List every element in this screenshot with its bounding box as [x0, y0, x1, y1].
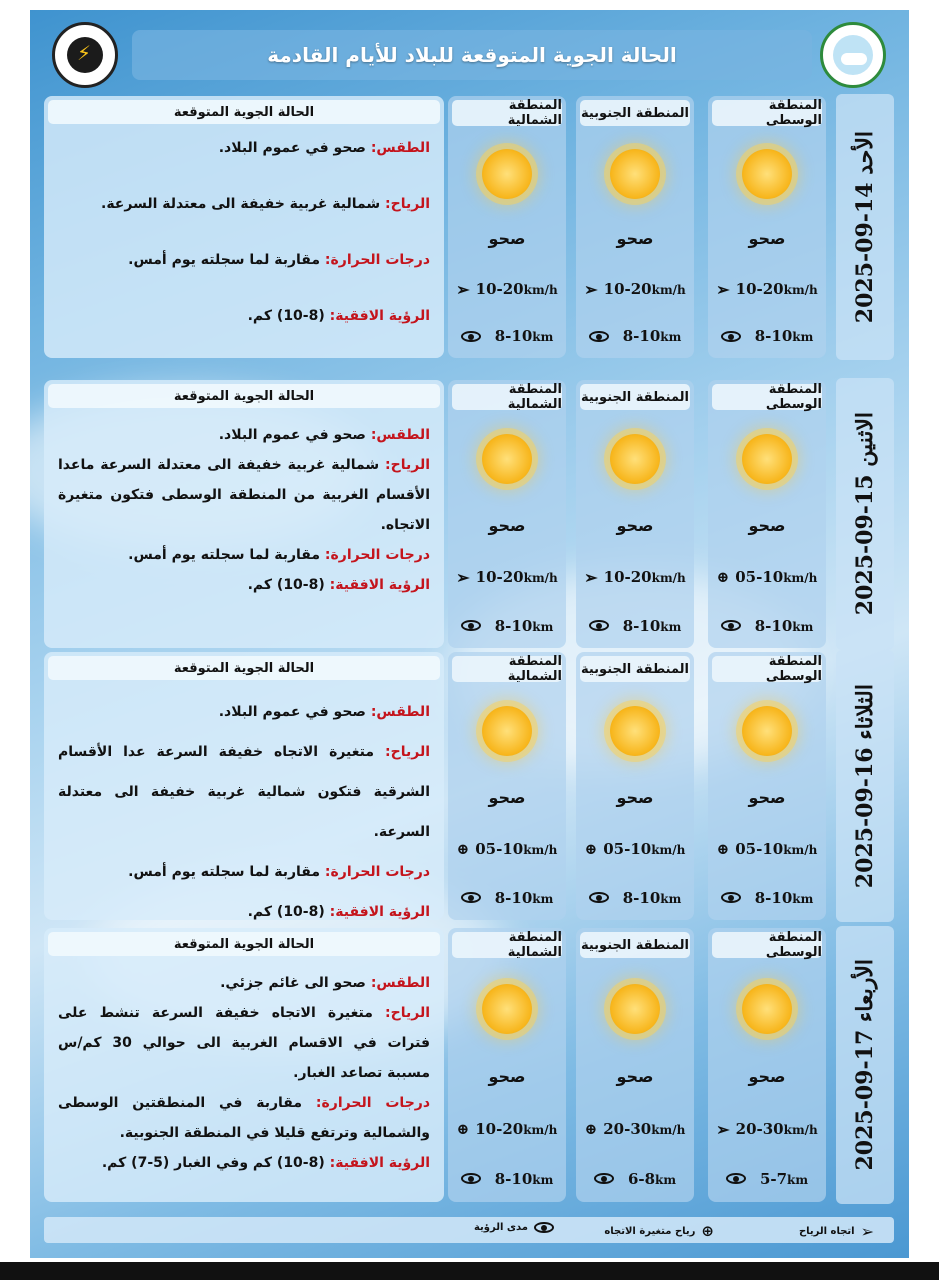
- sun-icon: [610, 706, 660, 756]
- description-body: [58, 136, 430, 360]
- wind-unit: km/h: [651, 842, 686, 857]
- direction-arrow-icon: ➢: [716, 1119, 730, 1139]
- variable-wind-icon: ⊕: [716, 839, 730, 858]
- description-body: [58, 692, 430, 932]
- desc-temp: [58, 540, 430, 570]
- visibility-value: 8-10: [754, 327, 793, 346]
- desc-vis-label: الرؤية الافقية:: [329, 1155, 430, 1171]
- visibility: [708, 889, 826, 907]
- forecast-row: [30, 926, 909, 1204]
- desc-weather-label: الطقس:: [370, 975, 430, 991]
- desc-wind-text: متغيرة الاتجاه خفيفة السرعة عدا الأقسام الشرقية فتكون شمالية غربية خفيفة الى معتدلة السرعة.: [58, 744, 430, 840]
- day-date: الأربعاء 17-09-2025: [852, 959, 878, 1171]
- desc-temp-label: درجات الحرارة:: [324, 547, 430, 563]
- visibility: [448, 617, 566, 635]
- visibility: [708, 617, 826, 635]
- day-date: الأحد 14-09-2025: [852, 130, 878, 324]
- region-card: [448, 652, 566, 920]
- desc-wind: [58, 998, 430, 1088]
- visibility-value: 8-10: [622, 888, 661, 907]
- wind-unit: km/h: [783, 570, 818, 585]
- condition-text: صحو: [616, 1067, 654, 1086]
- visibility-value: 5-7: [759, 1169, 788, 1188]
- desc-temp-text: مقاربة لما سجلته يوم أمس.: [128, 547, 321, 563]
- sun-icon: [482, 706, 532, 756]
- description-body: [58, 420, 430, 600]
- visibility-unit: km: [532, 330, 554, 345]
- eye-icon: [589, 620, 609, 631]
- sun-icon: [742, 149, 792, 199]
- condition-text: صحو: [616, 229, 654, 248]
- visibility-value: 8-10: [754, 888, 793, 907]
- variable-wind-icon: ⊕: [456, 839, 470, 858]
- desc-vis: [58, 1148, 430, 1178]
- region-card: [708, 96, 826, 358]
- condition-text: صحو: [616, 788, 654, 807]
- description-panel: [44, 652, 444, 920]
- desc-wind-label: الرياح:: [385, 457, 431, 473]
- region-card: [448, 96, 566, 358]
- date-panel: [836, 378, 894, 650]
- desc-vis-label: الرؤية الافقية:: [329, 577, 430, 593]
- region-name: المنطقة الوسطى: [712, 384, 822, 410]
- legend: [44, 1217, 894, 1243]
- sun-icon: [482, 149, 532, 199]
- condition-text: صحو: [748, 516, 786, 535]
- wind-speed: [576, 568, 694, 587]
- direction-arrow-icon: ➢: [584, 567, 598, 587]
- wind-speed: [448, 280, 566, 299]
- desc-weather-text: صحو في عموم البلاد.: [218, 140, 366, 156]
- desc-temp: [58, 1088, 430, 1148]
- desc-wind-text: متغيرة الاتجاه خفيفة السرعة تنشط على فترات في الاقسام الغربية الى حوالي 30 كم/س مسببة تصاعد الغبار.: [58, 1005, 430, 1081]
- description-title: الحالة الجوية المتوقعة: [48, 100, 440, 124]
- wind-value: 10-20: [735, 280, 784, 299]
- visibility-value: 8-10: [494, 616, 533, 635]
- day-date: الثلاثاء 16-09-2025: [852, 683, 878, 889]
- visibility-unit: km: [792, 891, 814, 906]
- visibility-unit: km: [660, 891, 682, 906]
- visibility-unit: km: [787, 1172, 809, 1187]
- region-name: المنطقة الوسطى: [712, 100, 822, 126]
- description-title: الحالة الجوية المتوقعة: [48, 384, 440, 408]
- region-name: المنطقة الجنوبية: [580, 100, 690, 126]
- description-title: الحالة الجوية المتوقعة: [48, 932, 440, 956]
- date-panel: [836, 94, 894, 360]
- wind-unit: km/h: [651, 571, 686, 586]
- description-body: [58, 968, 430, 1178]
- region-card: [708, 928, 826, 1202]
- visibility-value: 8-10: [754, 616, 793, 635]
- visibility-value: 8-10: [622, 616, 661, 635]
- sun-icon: [610, 984, 660, 1034]
- desc-weather: [58, 968, 430, 998]
- desc-vis-text: (8-10) كم وفي الغبار (5-7) كم.: [101, 1155, 325, 1171]
- condition-text: صحو: [488, 788, 526, 807]
- wind-value: 10-20: [475, 568, 524, 587]
- desc-vis: [58, 304, 430, 328]
- legend-visibility: [474, 1222, 554, 1233]
- visibility-unit: km: [655, 1172, 677, 1187]
- forecast-row: [30, 650, 909, 922]
- sun-icon: [742, 706, 792, 756]
- forecast-row: [30, 94, 909, 360]
- condition-text: صحو: [748, 788, 786, 807]
- desc-temp-text: مقاربة لما سجلته يوم أمس.: [128, 252, 321, 268]
- legend-visibility-label: مدى الرؤية: [473, 1222, 528, 1233]
- condition-text: صحو: [748, 1067, 786, 1086]
- visibility-unit: km: [792, 619, 814, 634]
- desc-weather: [58, 136, 430, 160]
- condition-text: صحو: [748, 229, 786, 248]
- visibility: [448, 1170, 566, 1188]
- visibility: [448, 327, 566, 345]
- wind-speed: [708, 280, 826, 299]
- wind-speed: [448, 568, 566, 587]
- desc-weather-text: صحو الى غائم جزئي.: [220, 975, 366, 991]
- wind-unit: km/h: [523, 283, 558, 298]
- variable-wind-icon: ⊕: [584, 1119, 598, 1138]
- visibility: [708, 327, 826, 345]
- desc-wind-text: شمالية غربية خفيفة الى معتدلة السرعة ماعدا الأقسام الغربية من المنطقة الوسطى فتكون متغيرة الاتجاه.: [58, 457, 430, 533]
- wind-value: 05-10: [735, 567, 784, 586]
- direction-arrow-icon: ➢: [860, 1222, 874, 1241]
- wind-value: 05-10: [603, 839, 652, 858]
- meteorology-logo: [820, 22, 886, 88]
- date-panel: [836, 926, 894, 1204]
- condition-text: صحو: [616, 516, 654, 535]
- visibility: [708, 1170, 826, 1188]
- wind-unit: km/h: [523, 571, 558, 586]
- wind-unit: km/h: [651, 283, 686, 298]
- desc-weather-text: صحو في عموم البلاد.: [218, 427, 366, 443]
- desc-vis-label: الرؤية الافقية:: [329, 308, 430, 324]
- eye-icon: [721, 331, 741, 342]
- desc-temp-label: درجات الحرارة:: [324, 252, 430, 268]
- visibility-unit: km: [532, 1172, 554, 1187]
- desc-wind-label: الرياح:: [385, 744, 430, 760]
- wind-value: 10-20: [603, 568, 652, 587]
- desc-weather: [58, 692, 430, 732]
- desc-wind-label: الرياح:: [385, 1005, 430, 1021]
- wind-speed: [708, 568, 826, 586]
- desc-temp-text: مقاربة لما سجلته يوم أمس.: [128, 864, 321, 880]
- visibility: [576, 1170, 694, 1188]
- region-card: [576, 652, 694, 920]
- forecast-poster: [30, 10, 909, 1258]
- desc-weather-text: صحو في عموم البلاد.: [218, 704, 366, 720]
- region-card: [576, 380, 694, 648]
- visibility-unit: km: [532, 619, 554, 634]
- wind-unit: km/h: [651, 1122, 686, 1137]
- condition-text: صحو: [488, 516, 526, 535]
- eye-icon: [726, 1173, 746, 1184]
- desc-weather-label: الطقس:: [370, 140, 430, 156]
- wind-speed: [708, 840, 826, 858]
- region-card: [448, 928, 566, 1202]
- visibility-value: 6-8: [627, 1169, 656, 1188]
- wind-value: 10-20: [475, 280, 524, 299]
- eye-icon: [534, 1222, 554, 1233]
- region-card: [708, 380, 826, 648]
- date-panel: [836, 650, 894, 922]
- direction-arrow-icon: ➢: [584, 279, 598, 299]
- legend-direction: [799, 1222, 874, 1241]
- region-name: المنطقة الجنوبية: [580, 384, 690, 410]
- visibility: [576, 889, 694, 907]
- desc-weather-label: الطقس:: [370, 427, 430, 443]
- variable-wind-icon: ⊕: [716, 567, 730, 586]
- sun-icon: [610, 434, 660, 484]
- visibility: [576, 327, 694, 345]
- visibility: [576, 617, 694, 635]
- region-card: [708, 652, 826, 920]
- day-date: الاثنين 15-09-2025: [852, 412, 878, 616]
- wind-value: 10-20: [475, 1119, 524, 1138]
- wind-speed: [576, 840, 694, 858]
- desc-vis-text: (8-10) كم.: [247, 577, 325, 593]
- direction-arrow-icon: ➢: [456, 279, 470, 299]
- eye-icon: [721, 620, 741, 631]
- wind-value: 10-20: [603, 280, 652, 299]
- eye-icon: [721, 892, 741, 903]
- variable-wind-icon: ⊕: [701, 1222, 714, 1240]
- visibility-unit: km: [532, 891, 554, 906]
- desc-wind: [58, 450, 430, 540]
- desc-wind: [58, 192, 430, 216]
- description-panel: [44, 96, 444, 358]
- desc-weather-label: الطقس:: [370, 704, 430, 720]
- wind-value: 05-10: [735, 839, 784, 858]
- wind-unit: km/h: [783, 1123, 818, 1138]
- page-title: الحالة الجوية المتوقعة للبلاد للأيام القادمة: [132, 30, 812, 80]
- wind-speed: [576, 1120, 694, 1138]
- visibility: [448, 889, 566, 907]
- region-name: المنطقة الوسطى: [712, 656, 822, 682]
- sun-icon: [610, 149, 660, 199]
- description-title: الحالة الجوية المتوقعة: [48, 656, 440, 680]
- wind-speed: [448, 1120, 566, 1138]
- region-card: [576, 928, 694, 1202]
- eye-icon: [461, 1173, 481, 1184]
- bottom-bar: [0, 1262, 939, 1280]
- wind-unit: km/h: [783, 842, 818, 857]
- wind-unit: km/h: [523, 842, 558, 857]
- variable-wind-icon: ⊕: [456, 1119, 470, 1138]
- region-name: المنطقة الجنوبية: [580, 656, 690, 682]
- legend-variable: [604, 1222, 714, 1240]
- eye-icon: [461, 331, 481, 342]
- desc-vis-text: (8-10) كم.: [247, 308, 325, 324]
- direction-arrow-icon: ➢: [716, 279, 730, 299]
- visibility-value: 8-10: [494, 327, 533, 346]
- eye-icon: [589, 331, 609, 342]
- sun-icon: [742, 434, 792, 484]
- visibility-unit: km: [660, 619, 682, 634]
- wind-speed: [448, 840, 566, 858]
- wind-unit: km/h: [523, 1122, 558, 1137]
- wind-unit: km/h: [783, 283, 818, 298]
- visibility-unit: km: [792, 330, 814, 345]
- description-panel: [44, 928, 444, 1202]
- legend-direction-label: اتجاه الرياح: [798, 1226, 855, 1237]
- condition-text: صحو: [488, 229, 526, 248]
- eye-icon: [589, 892, 609, 903]
- sun-icon: [482, 434, 532, 484]
- region-name: المنطقة الجنوبية: [580, 932, 690, 958]
- desc-temp-text: مقاربة في المنطقتين الوسطى والشمالية وترتفع قليلا في المنطقة الجنوبية.: [58, 1095, 430, 1141]
- eye-icon: [461, 892, 481, 903]
- desc-wind: [58, 732, 430, 852]
- desc-vis-label: الرؤية الافقية:: [329, 904, 430, 920]
- direction-arrow-icon: ➢: [456, 567, 470, 587]
- top-strip: [0, 0, 939, 8]
- region-name: المنطقة الشمالية: [452, 656, 562, 682]
- description-panel: [44, 380, 444, 648]
- visibility-value: 8-10: [494, 1169, 533, 1188]
- wind-speed: [576, 280, 694, 299]
- desc-temp: [58, 248, 430, 272]
- wind-value: 20-30: [603, 1119, 652, 1138]
- visibility-value: 8-10: [622, 327, 661, 346]
- region-name: المنطقة الشمالية: [452, 384, 562, 410]
- variable-wind-icon: ⊕: [584, 839, 598, 858]
- forecast-row: [30, 378, 909, 650]
- region-card: [576, 96, 694, 358]
- wind-speed: [708, 1120, 826, 1139]
- region-name: المنطقة الوسطى: [712, 932, 822, 958]
- wind-value: 05-10: [475, 839, 524, 858]
- desc-weather: [58, 420, 430, 450]
- region-name: المنطقة الشمالية: [452, 100, 562, 126]
- eye-icon: [461, 620, 481, 631]
- eye-icon: [594, 1173, 614, 1184]
- sun-icon: [482, 984, 532, 1034]
- legend-variable-label: رياح متغيرة الاتجاه: [604, 1225, 696, 1237]
- desc-wind-label: الرياح:: [385, 196, 430, 212]
- condition-text: صحو: [488, 1067, 526, 1086]
- wind-value: 20-30: [735, 1120, 784, 1139]
- region-name: المنطقة الشمالية: [452, 932, 562, 958]
- desc-temp-label: درجات الحرارة:: [324, 864, 430, 880]
- visibility-value: 8-10: [494, 888, 533, 907]
- desc-vis: [58, 570, 430, 600]
- visibility-unit: km: [660, 330, 682, 345]
- desc-wind-text: شمالية غربية خفيفة الى معتدلة السرعة.: [101, 196, 381, 212]
- desc-vis-text: (8-10) كم.: [247, 904, 325, 920]
- desc-temp: [58, 852, 430, 892]
- desc-temp-label: درجات الحرارة:: [315, 1095, 431, 1111]
- rainbow-logo: ⚡: [52, 22, 118, 88]
- region-card: [448, 380, 566, 648]
- sun-icon: [742, 984, 792, 1034]
